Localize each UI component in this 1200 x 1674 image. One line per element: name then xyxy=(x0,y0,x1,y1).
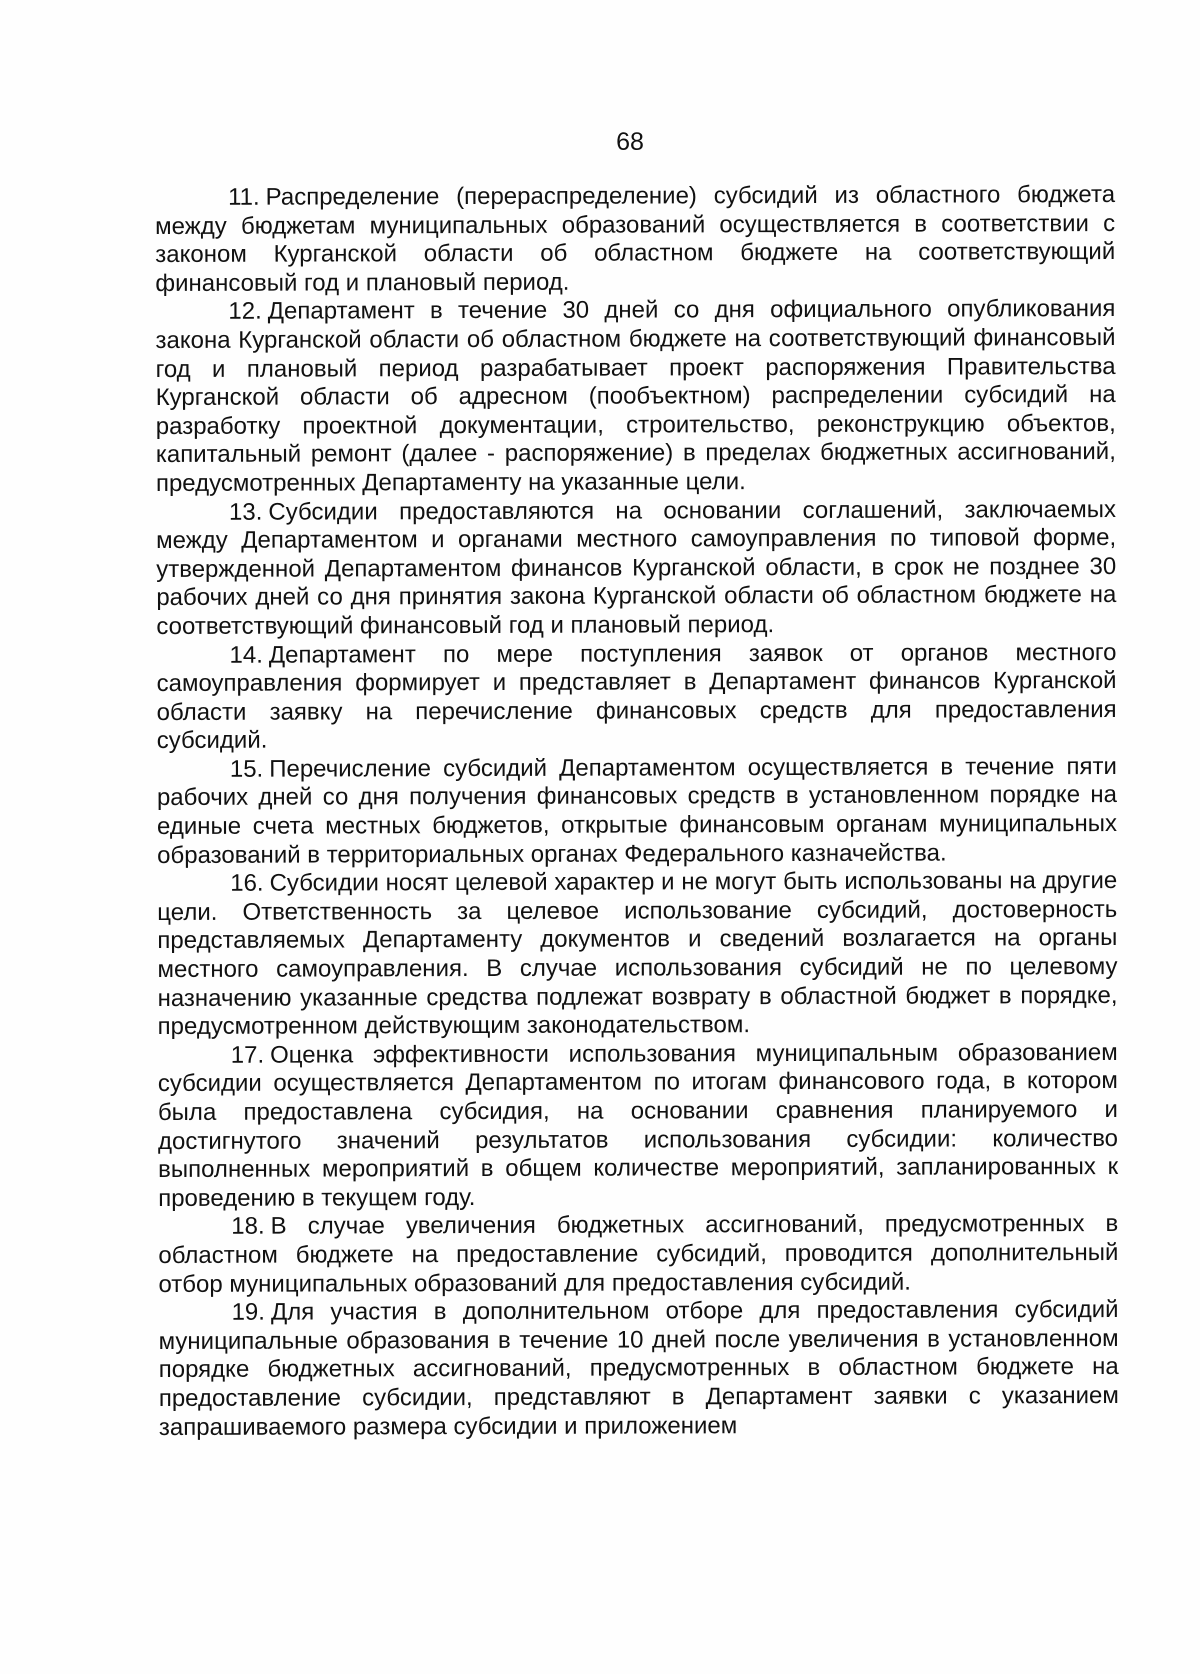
paragraph-text: В случае увеличения бюджетных ассигнований, предусмотренных в областном бюджете на предоставление субсидий, проводится дополнительный отбор муниципальных образований для предоставления субсидий. xyxy=(158,1210,1119,1298)
paragraph-text: Перечисление субсидий Департаментом осуществляется в течение пяти рабочих дней со дня получения финансовых средств в установленном порядке на единые счета местных бюджетов, открытые финансовым органам муниципальных образований в территориальных органах Федерального казначейства. xyxy=(156,752,1118,869)
paragraph-18 xyxy=(158,1210,1118,1299)
paragraph-number: 19. xyxy=(231,1298,265,1326)
paragraph-16 xyxy=(157,867,1118,1042)
paragraph-15 xyxy=(157,753,1117,870)
document-body xyxy=(155,181,1119,1442)
paragraph-19 xyxy=(159,1296,1119,1442)
paragraph-11 xyxy=(155,181,1115,298)
page-number: 68 xyxy=(616,128,644,156)
paragraph-number: 16. xyxy=(230,869,264,898)
paragraph-text: Распределение (перераспределение) субсидий из областного бюджета между бюджетам муниципальных образований осуществляется в соответствии с законом Курганской области об областном бюджете на соответствующий финансовый год и плановый период. xyxy=(155,180,1116,297)
paragraph-text: Оценка эффективности использования муниципальным образованием субсидии осуществляется Департаментом по итогам финансового года, в котором была предоставлена субсидия, на основании сравнения планируемого и достигнутого значений результатов использования субсидии: количество выполненных мероприятий в общем количестве мероприятий, запланированных к проведению в текущем году. xyxy=(157,1038,1119,1212)
paragraph-text: Субсидии предоставляются на основании соглашений, заключаемых между Департаментом и органами местного самоуправления по типовой форме, утвержденной Департаментом финансов Курганской области, в срок не позднее 30 рабочих дней со дня принятия закона Курганской области об областном бюджете на соответствующий финансовый год и плановый период. xyxy=(156,495,1117,640)
paragraph-number: 13. xyxy=(228,498,263,526)
paragraph-17 xyxy=(158,1039,1119,1214)
paragraph-12 xyxy=(155,295,1116,498)
paragraph-number: 11. xyxy=(227,183,260,211)
paragraph-number: 12. xyxy=(228,298,262,326)
paragraph-number: 15. xyxy=(229,755,264,783)
paragraph-number: 14. xyxy=(229,641,263,669)
paragraph-13 xyxy=(156,496,1116,642)
paragraph-number: 18. xyxy=(231,1213,265,1241)
paragraph-text: Департамент в течение 30 дней со дня официального опубликования закона Курганской области об областном бюджете на соответствующий финансовый год и плановый период разрабатывает проект распоряжения Правительства Курганской области об адресном (пообъектном) распределении субсидий на разработку проектной документации, строительство, реконструкцию объектов, капитальный ремонт (далее - распоряжение) в пределах бюджетных ассигнований, предусмотренных Департаменту на указанные цели. xyxy=(155,295,1116,497)
paragraph-text: Субсидии носят целевой характер и не могут быть использованы на другие цели. Ответственность за целевое использование субсидий, достоверность представляемых Департаменту документов и сведений возлагается на органы местного самоуправления. В случае использования субсидий не по целевому назначению указанные средства подлежат возврату в областной бюджет в порядке, предусмотренном действующим законодательством. xyxy=(157,867,1118,1041)
paragraph-text: Для участия в дополнительном отборе для предоставления субсидий муниципальные образования в течение 10 дней после увеличения в установленном порядке бюджетных ассигнований, предусмотренных в областном бюджете на предоставление субсидии, представляют в Департамент заявки с указанием запрашиваемого размера субсидии и приложением xyxy=(158,1296,1119,1441)
paragraph-14 xyxy=(156,638,1116,755)
paragraph-text: Департамент по мере поступления заявок от органов местного самоуправления формирует и представляет в Департамент финансов Курганской области заявку на перечисление финансовых средств для предоставления субсидий. xyxy=(156,638,1117,755)
paragraph-number: 17. xyxy=(230,1041,265,1069)
